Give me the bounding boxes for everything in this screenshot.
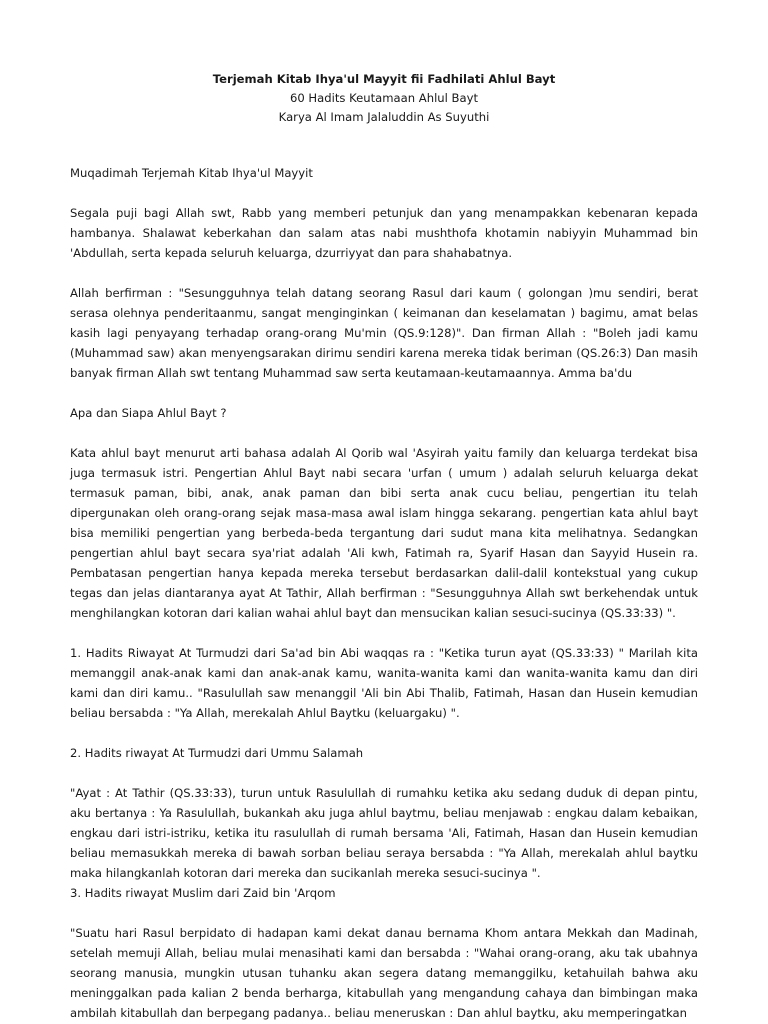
muqadimah-heading: Muqadimah Terjemah Kitab Ihya'ul Mayyit xyxy=(70,166,313,180)
hadits-2-text: "Ayat : At Tathir (QS.33:33), turun untuk Rasulullah di rumahku ketika aku sedang duduk di depan pintu, aku bertanya : Ya Rasulullah, bukankah aku juga ahlul baytmu, beliau menjawab : engkau dalam kebaikan, engkau dari istri-istriku, ketika itu rasulullah di rumah bersama 'Ali, Fatimah, Hasan dan Husein kemudian beliau memasukkah mereka di bawah sorban beliau seraya bersabda : "Ya Allah, merekalah ahlul baytku maka hilangkanlah kotoran dari mereka dan sucikanlah mereka sesuci-sucinya ". xyxy=(70,786,698,880)
document-author: Karya Al Imam Jalaluddin As Suyuthi xyxy=(278,110,490,124)
hadits-1: 1. Hadits Riwayat At Turmudzi dari Sa'ad bin Abi waqqas ra : "Ketika turun ayat (QS.33:33) " Marilah kita memanggil anak-anak kami dan anak-anak kamu, wanita-wanita kami dan wanita-wanita kamu dan diri kami dan diri kamu.. "Rasulullah saw menanggil 'Ali bin Abi Thalib, Fatimah, Hasan dan Husein kemudian beliau bersabda : "Ya Allah, merekalah Ahlul Baytku (keluargaku) ". xyxy=(70,646,698,720)
document-subtitle: 60 Hadits Keutamaan Ahlul Bayt xyxy=(289,91,479,105)
paragraph-ahlul-bayt-definition: Kata ahlul bayt menurut arti bahasa adalah Al Qorib wal 'Asyirah yaitu family dan keluarga terdekat bisa juga termasuk istri. Pengertian Ahlul Bayt nabi secara 'urfan ( umum ) adalah seluruh keluarga dekat termasuk paman, bibi, anak, anak paman dan bibi serta anak cucu beliau, pengertian itu telah dipergunakan oleh orang-orang sejak masa-masa awal islam hingga sekarang. pengertian kata ahlul bayt bisa memiliki pengertian yang berbeda-beda tergantung dari sudut mana kita melihatnya. Sedangkan pengertian ahlul bayt secara sya'riat adalah 'Ali kwh, Fatimah ra, Syarif Hasan dan Sayyid Husein ra. Pembatasan pengertian hanya kepada mereka tersebut berdasarkan dalil-dalil kontekstual yang cukup tegas dan jelas diantaranya ayat At Tathir, Allah berfirman : "Sesungguhnya Allah swt berkehendak untuk menghilangkan kotoran dari kalian wahai ahlul bayt dan mensucikan kalian sesuci-sucinya (QS.33:33) ". xyxy=(70,446,698,620)
hadits-2-heading: 2. Hadits riwayat At Turmudzi dari Ummu Salamah xyxy=(70,746,364,760)
hadits-3-heading: 3. Hadits riwayat Muslim dari Zaid bin 'Arqom xyxy=(70,886,336,900)
document-page xyxy=(70,70,698,1023)
document-header xyxy=(70,70,698,127)
apa-dan-siapa-heading: Apa dan Siapa Ahlul Bayt ? xyxy=(70,406,227,420)
paragraph-allah-berfirman: Allah berfirman : "Sesungguhnya telah datang seorang Rasul dari kaum ( golongan )mu sendiri, berat serasa olehnya penderitaanmu, sangat menginginkan ( keimanan dan keselamatan ) bagimu, amat belas kasih lagi penyayang terhadap orang-orang Mu'min (QS.9:128)". Dan firman Allah : "Boleh jadi kamu (Muhammad saw) akan menyengsarakan dirimu sendiri karena mereka tidak beriman (QS.26:3) Dan masih banyak firman Allah swt tentang Muhammad saw serta keutamaan-keutamaannya. Amma ba'du xyxy=(70,286,698,380)
paragraph-opening-praise: Segala puji bagi Allah swt, Rabb yang memberi petunjuk dan yang menampakkan kebenaran kepada hambanya. Shalawat keberkahan dan salam atas nabi mushthofa khotamin nabiyyin Muhammad bin 'Abdullah, serta kepada seluruh keluarga, dzurriyyat dan para shahabatnya. xyxy=(70,206,698,260)
document-title: Terjemah Kitab Ihya'ul Mayyit fii Fadhilati Ahlul Bayt xyxy=(212,72,556,86)
hadits-3-text: "Suatu hari Rasul berpidato di hadapan kami dekat danau bernama Khom antara Mekkah dan Madinah, setelah memuji Allah, beliau mulai menasihati kami dan bersabda : "Wahai orang-orang, aku tak ubahnya seorang manusia, mungkin utusan tuhanku akan segera datang memanggilku, ketahuilah bahwa aku meninggalkan pada kalian 2 benda berharga, kitabullah yang mengandung cahaya dan bimbingan maka ambilah kitabullah dan berpegang padanya.. beliau meneruskan : Dan ahlul baytku, aku memperingatkan xyxy=(70,926,698,1020)
